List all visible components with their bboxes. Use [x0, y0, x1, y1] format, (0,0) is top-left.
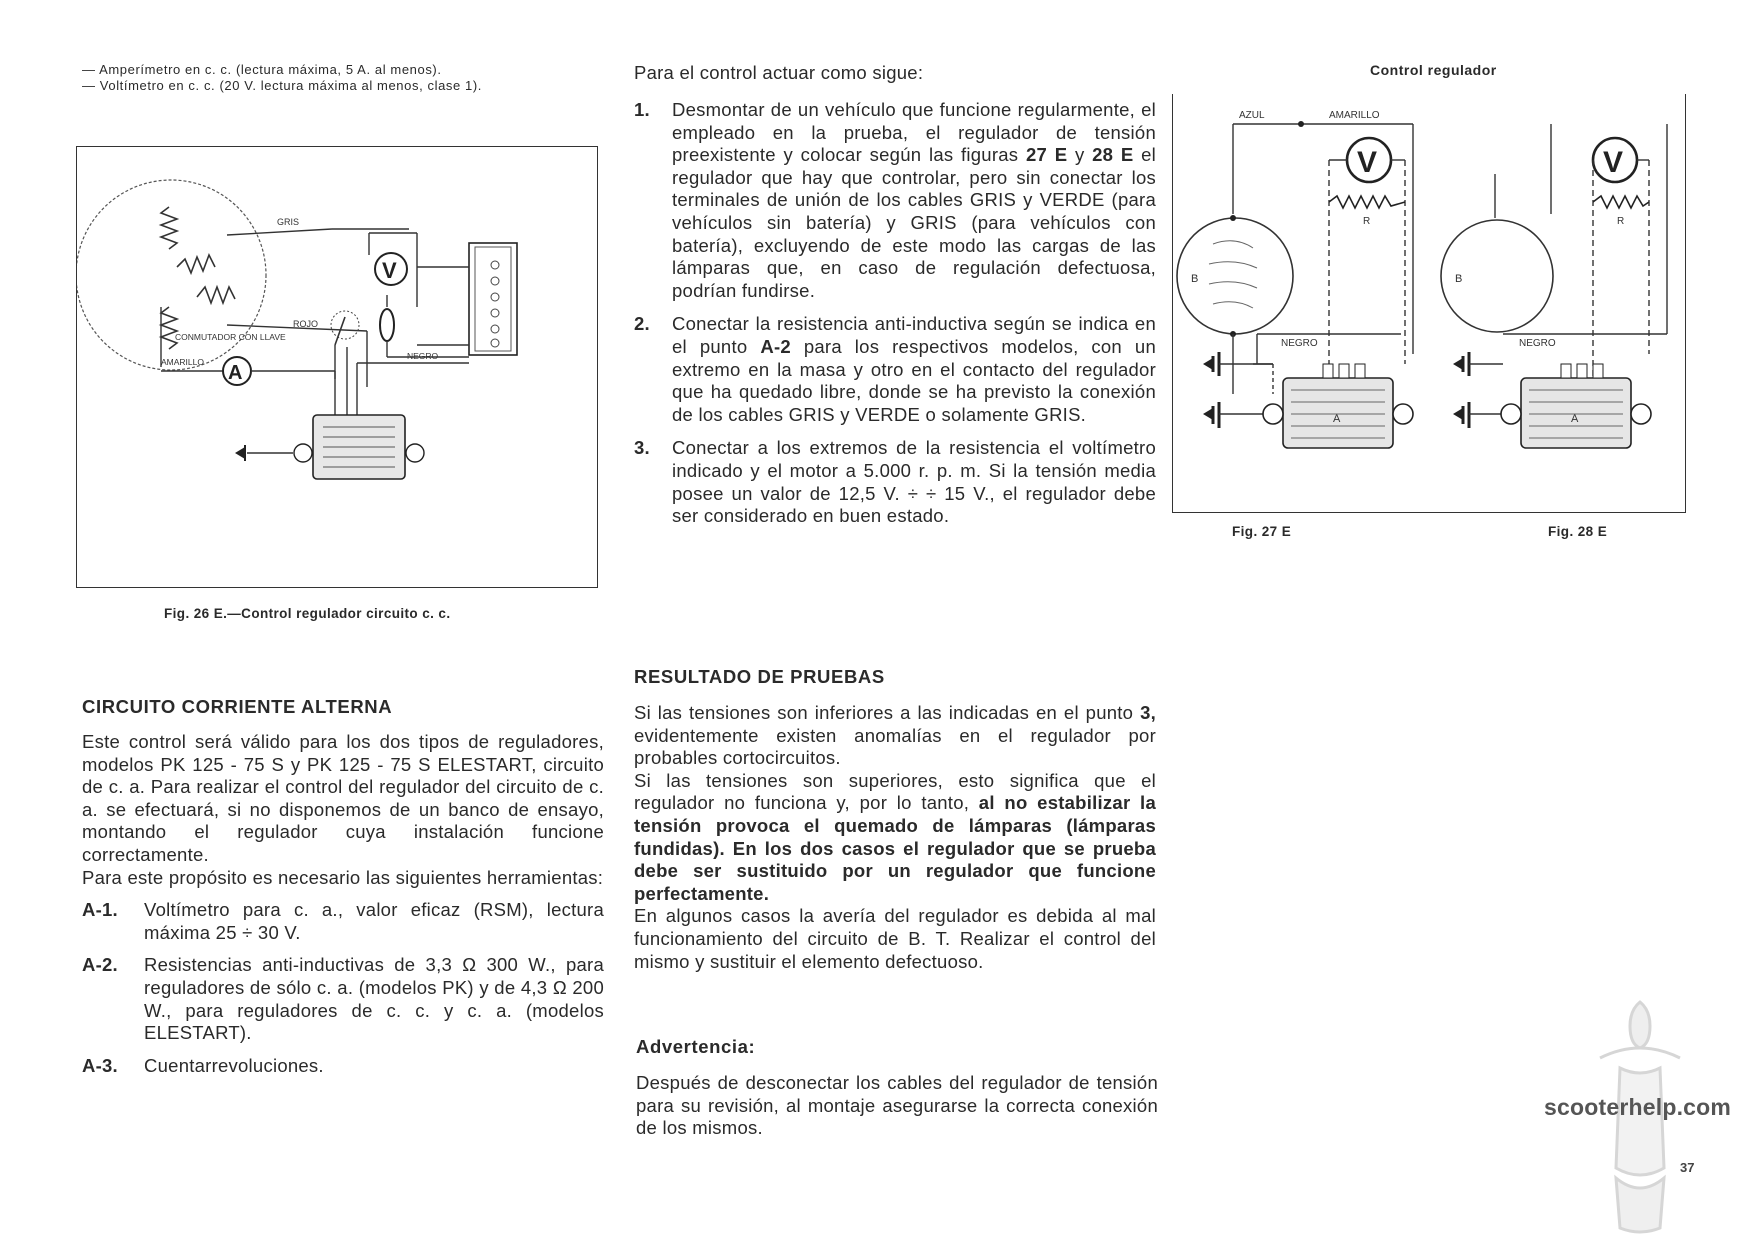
resistor-28 [1593, 196, 1649, 208]
step-3-text: Conectar a los extremos de la resistencia el voltímetro indicado y el motor a 5.000 r. p. m. Si la tensión media posee un valor de 12,5 V. ÷ ÷ 15 V., el regulador debe ser considerado en buen estado. [672, 437, 1156, 527]
figures-27-28-frame [1172, 94, 1686, 513]
step-2-bold-a: A-2 [760, 335, 791, 357]
resultado-p1-text-a: Si las tensiones son inferiores a las indicadas en el punto [634, 702, 1141, 723]
label-rojo: ROJO [293, 319, 319, 329]
label-negro-28: NEGRO [1519, 338, 1556, 349]
alterna-paragraph-1: Este control será válido para los dos tipos de reguladores, modelos PK 125 - 75 S y PK 125 - 75 S ELESTART, circuito de c. a. Para realizar el control del regulador del circuito de c. a. se efectuará, si no disponemos de un banco de ensayo, montando el regulador cuya instalación funcione correctamente. [82, 731, 604, 865]
alterna-paragraph-2: Para este propósito es necesario las siguientes herramientas: [82, 866, 604, 888]
tool-a1 [82, 899, 604, 944]
tool-a3 [82, 1055, 604, 1078]
label-a-27: A [1333, 413, 1341, 425]
coil-4 [197, 287, 235, 303]
resultado-p1-bold: 3, [1140, 702, 1156, 723]
step-1-text-a: Desmontar de un vehículo que funcione regularmente, el empleado en la prueba, el regulador de tensión preexistente y colocar según las figuras [672, 99, 1156, 166]
resultado-section [634, 702, 1156, 973]
step-1-bold-a: 27 E [1025, 144, 1068, 166]
alterna-heading: CIRCUITO CORRIENTE ALTERNA [82, 696, 393, 717]
label-a-28: A [1571, 413, 1579, 425]
control-intro: Para el control actuar como sigue: [634, 62, 924, 83]
step-2-text-a: Conectar la resistencia anti-inductiva según se indica en el punto [672, 313, 1156, 357]
tool-a3-text: Cuentarrevoluciones. [144, 1054, 324, 1076]
label-amarillo-27: AMARILLO [1329, 110, 1380, 121]
label-r-27: R [1363, 216, 1371, 227]
advertencia-heading: Advertencia: [636, 1036, 756, 1057]
tool-a2-text: Resistencias anti-inductivas de 3,3 Ω 300 W., para reguladores de sólo c. a. (modelos PK) y de 4,3 Ω 200 W., para reguladores de c. c. y c. a. (modelos ELESTART). [144, 954, 604, 1044]
step-3 [634, 437, 1156, 527]
coil-1 [161, 207, 177, 249]
label-gris: GRIS [277, 217, 300, 227]
step-3-number: 3. [634, 437, 650, 459]
watermark-text: scooterhelp.com [1544, 1094, 1732, 1120]
figure-26-diagram [77, 147, 597, 587]
step-2 [634, 313, 1156, 426]
top-notes [82, 62, 604, 93]
coil-3 [161, 307, 177, 349]
resultado-paragraph-2 [634, 770, 1156, 906]
alterna-section [82, 731, 604, 1077]
step-2-number: 2. [634, 313, 650, 335]
resultado-p1-text-b: evidentemente existen anomalías en el regulador por probables cortocircuitos. [634, 724, 1156, 769]
voltmeter-symbol: V [382, 258, 397, 283]
tool-a2 [82, 954, 604, 1044]
coil-2 [177, 255, 215, 273]
resultado-p2-text: Si las tensiones son superiores, esto significa que el regulador no funciona y, por lo tanto, [634, 769, 1156, 814]
step-1-number: 1. [634, 99, 650, 120]
voltmeter-symbol-28: V [1603, 146, 1624, 179]
label-b-28: B [1455, 273, 1463, 285]
step-2-text-b: para los respectivos modelos, con un extremo en la masa y otro en el contacto del regulador que ha quedado libre, donde se ha previsto la conexión de los cables GRIS y VERDE o solamente GRIS. [672, 335, 1156, 425]
battery [469, 243, 517, 355]
fig27-caption: Fig. 27 E [1232, 524, 1292, 539]
label-b-27: B [1191, 273, 1199, 285]
control-steps [634, 99, 1156, 528]
tool-a2-number: A-2. [82, 954, 118, 976]
label-conmutador: CONMUTADOR CON LLAVE [175, 332, 286, 342]
voltmeter-symbol-27: V [1357, 146, 1378, 179]
tool-a3-number: A-3. [82, 1054, 118, 1076]
right-figs-title: Control regulador [1370, 62, 1497, 78]
figures-27-28-diagram [1173, 94, 1685, 512]
note-voltmeter: — Voltímetro en c. c. (20 V. lectura máxima al menos, clase 1). [82, 77, 483, 93]
label-azul: AZUL [1239, 110, 1265, 121]
fig26-caption: Fig. 26 E.—Control regulador circuito c. c. [164, 606, 451, 621]
figure-26-frame [76, 146, 598, 588]
page-number: 37 [1680, 1160, 1695, 1175]
tool-a1-text: Voltímetro para c. a., valor eficaz (RSM), lectura máxima 25 ÷ 30 V. [144, 899, 604, 943]
label-amarillo: AMARILLO [161, 357, 204, 367]
step-1-text-c: el regulador que hay que controlar, pero sin conectar los terminales de unión de los cables GRIS y VERDE (para vehículos sin batería) y GRIS (para vehículos con batería), excluyendo de este modo las cargas de las lámparas que, en caso de regulación defectuosa, podrían fundirse. [672, 144, 1156, 301]
resultado-paragraph-1 [634, 702, 1156, 770]
label-negro-27: NEGRO [1281, 338, 1318, 349]
fuse [380, 309, 394, 341]
note-ammeter: — Amperímetro en c. c. (lectura máxima, 5 A. al menos). [82, 62, 442, 77]
resultado-p2-bold: al no estabilizar la tensión provoca el quemado de lámparas (lámparas fundidas). En los dos casos el regulador que se prueba debe ser sustituido por un regulador que funcione perfectamente. [634, 792, 1156, 904]
fig28-caption: Fig. 28 E [1548, 524, 1608, 539]
label-r-28: R [1617, 216, 1625, 227]
step-1 [634, 99, 1156, 302]
tool-a1-number: A-1. [82, 899, 118, 921]
resistor-27 [1329, 196, 1405, 208]
advertencia-text: Después de desconectar los cables del regulador de tensión para su revisión, al montaje asegurarse la correcta conexión de los mismos. [636, 1072, 1158, 1139]
label-negro: NEGRO [407, 351, 439, 361]
resultado-paragraph-3: En algunos casos la avería del regulador es debida al mal funcionamiento del circuito de B. T. Realizar el control del mismo y sustituir el elemento defectuoso. [634, 905, 1156, 972]
ammeter-symbol: A [228, 362, 243, 384]
step-1-bold-b: 28 E [1092, 144, 1134, 166]
resultado-heading: RESULTADO DE PRUEBAS [634, 666, 885, 687]
step-1-text-b: y [1067, 144, 1093, 166]
